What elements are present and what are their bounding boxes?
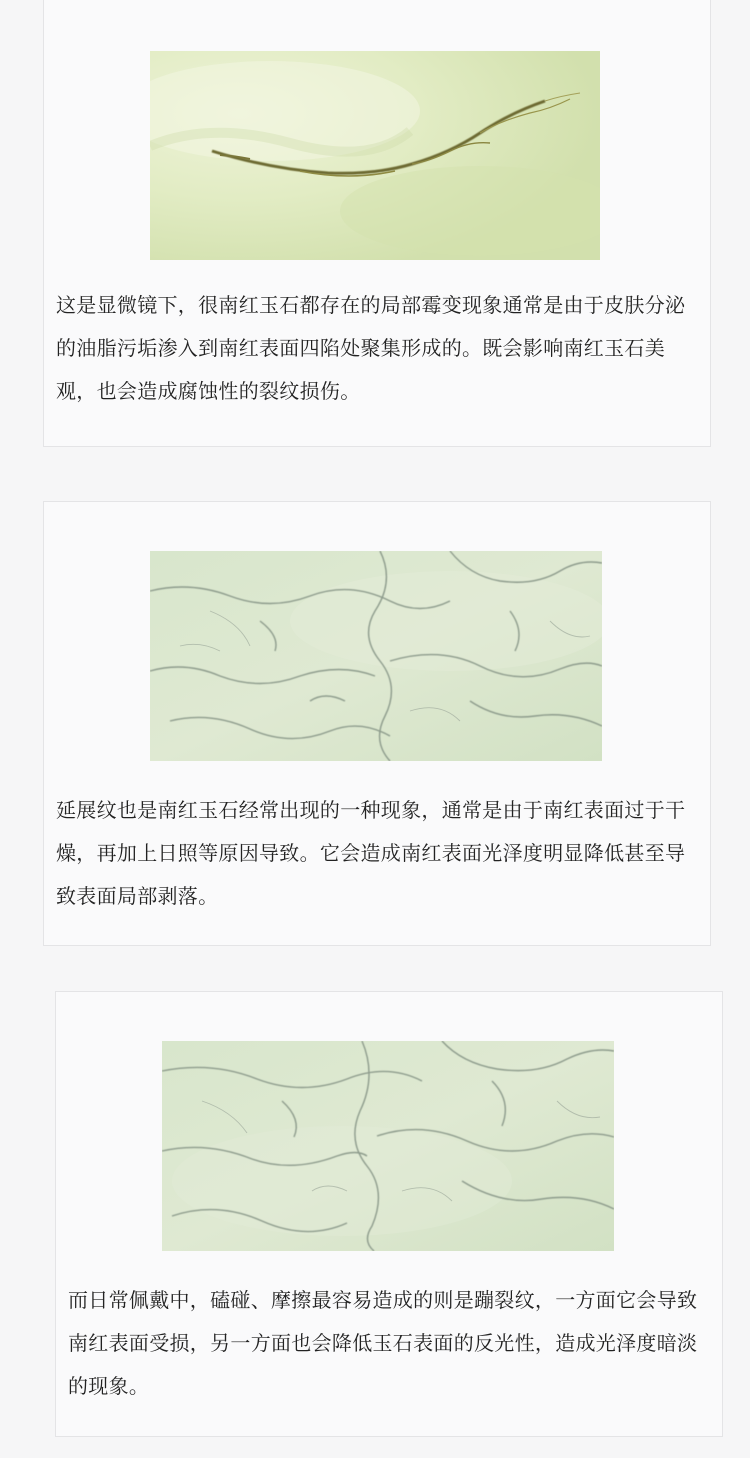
caption-text-2: 延展纹也是南红玉石经常出现的一种现象，通常是由于南红表面过于干燥，再加上日照等原因导致。它会造成南红表面光泽度明显降低甚至导致表面局部剥落。	[56, 798, 686, 908]
jade-veins-graphic	[162, 1041, 614, 1251]
content-card-2	[43, 501, 711, 946]
jade-crack-image	[150, 51, 600, 260]
caption-text-3: 而日常佩戴中，磕碰、摩擦最容易造成的则是蹦裂纹，一方面它会导致南红表面受损，另一方面也会降低玉石表面的反光性，造成光泽度暗淡的现象。	[68, 1288, 698, 1398]
jade-veins-image	[150, 551, 602, 761]
jade-crack-graphic	[150, 51, 600, 260]
content-card-1	[43, 0, 711, 447]
caption-text-1: 这是显微镜下，很南红玉石都存在的局部霉变现象通常是由于皮肤分泌的油脂污垢渗入到南红表面四陷处聚集形成的。既会影响南红玉石美观，也会造成腐蚀性的裂纹损伤。	[56, 293, 686, 403]
jade-veins-graphic	[150, 551, 602, 761]
content-card-3	[55, 991, 723, 1437]
jade-veins-image	[162, 1041, 614, 1251]
